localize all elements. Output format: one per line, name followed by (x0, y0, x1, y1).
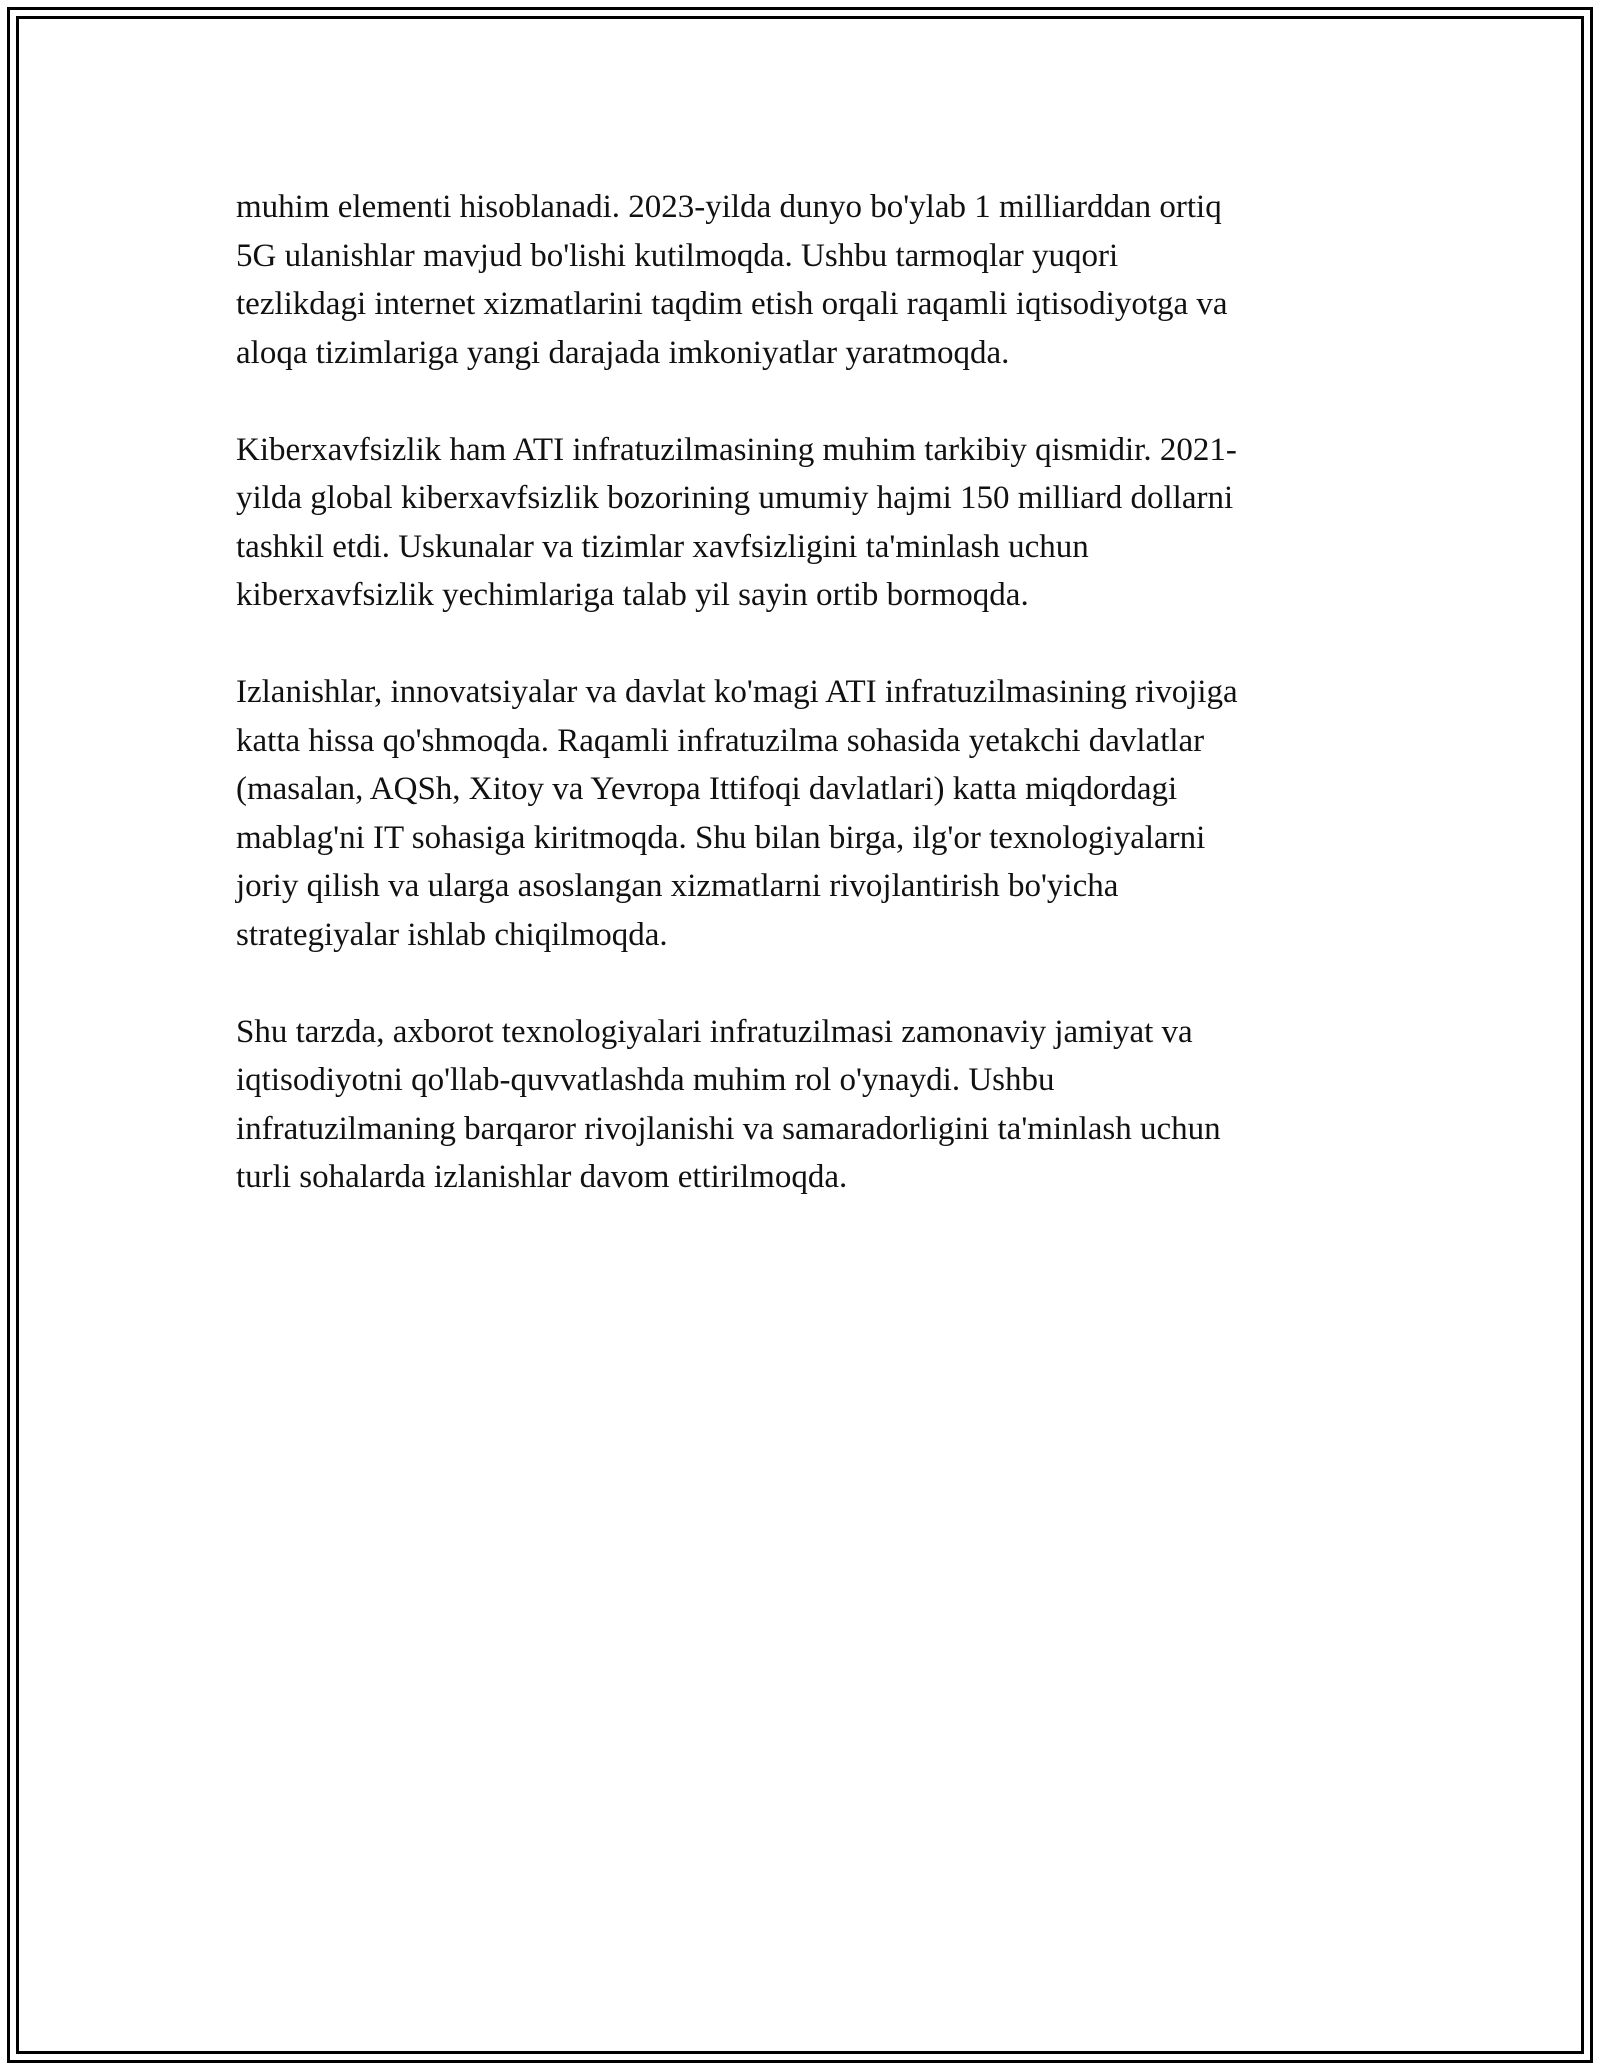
text-line: tezlikdagi internet xizmatlarini taqdim etish orqali raqamli iqtisodiyotga va (236, 286, 1228, 322)
text-line: Shu tarzda, axborot texnologiyalari infratuzilmasi zamonaviy jamiyat va (236, 1013, 1193, 1050)
text-line: Izlanishlar, innovatsiyalar va davlat ko'magi ATI infratuzilmasining rivojiga (236, 674, 1238, 710)
text-line: 5G ulanishlar mavjud bo'lishi kutilmoqda. Ushbu tarmoqlar yuqori (236, 237, 1119, 274)
text-line: strategiyalar ishlab chiqilmoqda. (236, 916, 668, 953)
text-line: kiberxavfsizlik yechimlariga talab yil sayin ortib bormoqda. (236, 577, 1029, 613)
text-line: katta hissa qo'shmoqda. Raqamli infratuzilma sohasida yetakchi davlatlar (236, 722, 1205, 759)
text-line: infratuzilmaning barqaror rivojlanishi va samaradorligini ta'minlash uchun (236, 1110, 1221, 1147)
paragraph-5g (236, 183, 1366, 377)
document-body (236, 183, 1366, 1250)
text-line: aloqa tizimlariga yangi darajada imkoniyatlar yaratmoqda. (236, 334, 1010, 371)
paragraph-cybersecurity (236, 426, 1366, 620)
text-line: turli sohalarda izlanishlar davom ettirilmoqda. (236, 1159, 848, 1195)
text-line: tashkil etdi. Uskunalar va tizimlar xavfsizligini ta'minlash uchun (236, 528, 1089, 565)
text-line: joriy qilish va ularga asoslangan xizmatlarni rivojlantirish bo'yicha (236, 868, 1119, 904)
text-line: mablag'ni IT sohasiga kiritmoqda. Shu bilan birga, ilg'or texnologiyalarni (236, 819, 1206, 856)
paragraph-conclusion (236, 1008, 1366, 1202)
text-line: iqtisodiyotni qo'llab-quvvatlashda muhim rol o'ynaydi. Ushbu (236, 1062, 1055, 1098)
text-line: yilda global kiberxavfsizlik bozorining umumiy hajmi 150 milliard dollarni (236, 480, 1234, 516)
text-line: (masalan, AQSh, Xitoy va Yevropa Ittifoqi davlatlari) katta miqdordagi (236, 771, 1178, 807)
text-line: Kiberxavfsizlik ham ATI infratuzilmasining muhim tarkibiy qismidir. 2021- (236, 431, 1237, 468)
text-line: muhim elementi hisoblanadi. 2023-yilda dunyo bo'ylab 1 milliarddan ortiq (236, 189, 1222, 225)
paragraph-research-innovation (236, 668, 1366, 959)
